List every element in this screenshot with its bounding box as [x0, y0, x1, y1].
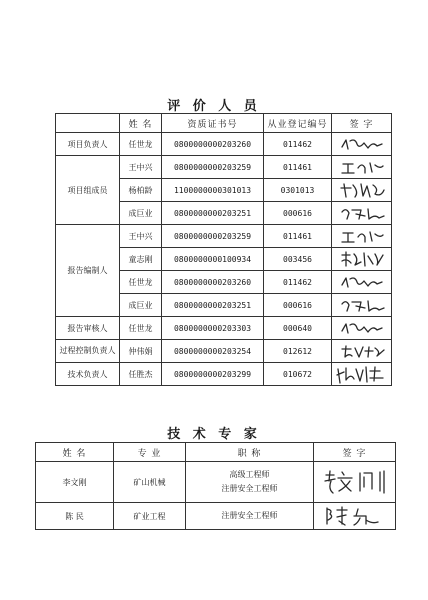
reg-cell: 000616: [264, 202, 332, 225]
signature-cell: [332, 133, 392, 156]
expert-name-cell: 陈 民: [36, 503, 114, 530]
table-row: [56, 317, 392, 340]
signature-cell: [332, 202, 392, 225]
signature-image: [337, 319, 387, 337]
expert-title-line: 高级工程师: [229, 470, 270, 479]
reg-cell: 012612: [264, 340, 332, 363]
name-cell: 任世龙: [120, 271, 162, 294]
table-row: [36, 462, 396, 503]
header-field: 专 业: [114, 443, 186, 462]
signature-image: [337, 180, 387, 200]
name-cell: 王中兴: [120, 156, 162, 179]
signature-cell: [332, 340, 392, 363]
header-role: [56, 114, 120, 133]
header-sign: 签 字: [332, 114, 392, 133]
reg-cell: 0301013: [264, 179, 332, 202]
expert-name-cell: 李文刚: [36, 462, 114, 503]
cert-cell: 0800000000203259: [162, 156, 264, 179]
name-cell: 成巨业: [120, 294, 162, 317]
evaluators-table: [55, 113, 392, 386]
evaluators-title: 评 价 人 员: [167, 99, 261, 114]
signature-image: [337, 296, 387, 314]
table-row: [56, 340, 392, 363]
cert-cell: 0800000000100934: [162, 248, 264, 271]
name-cell: 任世龙: [120, 133, 162, 156]
cert-cell: 0800000000203303: [162, 317, 264, 340]
cert-cell: 0800000000203299: [162, 363, 264, 386]
expert-field-cell: 矿业工程: [114, 503, 186, 530]
header-sign: 签 字: [314, 443, 396, 462]
table-row: [56, 156, 392, 179]
role-cell: 报告编制人: [56, 225, 120, 317]
cert-cell: 0800000000203254: [162, 340, 264, 363]
reg-cell: 000640: [264, 317, 332, 340]
cert-cell: 0800000000203251: [162, 202, 264, 225]
role-cell: 项目负责人: [56, 133, 120, 156]
role-cell: 项目组成员: [56, 156, 120, 225]
reg-cell: 010672: [264, 363, 332, 386]
signature-image: [337, 227, 387, 245]
signature-image: [337, 158, 387, 176]
reg-cell: 011461: [264, 156, 332, 179]
table-row: [56, 225, 392, 248]
signature-cell: [332, 294, 392, 317]
expert-title-line: 注册安全工程师: [221, 511, 278, 520]
signature-cell: [314, 503, 396, 530]
cert-cell: 1100000000301013: [162, 179, 264, 202]
header-name: 姓 名: [36, 443, 114, 462]
role-cell: 技术负责人: [56, 363, 120, 386]
expert-field-cell: 矿山机械: [114, 462, 186, 503]
name-cell: 任胜杰: [120, 363, 162, 386]
cert-cell: 0800000000203251: [162, 294, 264, 317]
reg-cell: 011461: [264, 225, 332, 248]
header-cert: 资质证书号: [162, 114, 264, 133]
signature-cell: [332, 179, 392, 202]
name-cell: 童志刚: [120, 248, 162, 271]
experts-title: 技 术 专 家: [167, 427, 261, 442]
reg-cell: 003456: [264, 248, 332, 271]
signature-image: [337, 249, 387, 269]
signature-image: [320, 467, 390, 497]
signature-image: [337, 204, 387, 222]
role-cell: 报告审核人: [56, 317, 120, 340]
experts-table: [35, 442, 396, 530]
name-cell: 王中兴: [120, 225, 162, 248]
signature-image: [337, 273, 387, 291]
header-title: 职 称: [186, 443, 314, 462]
reg-cell: 011462: [264, 271, 332, 294]
table-row: [36, 503, 396, 530]
table-header-row: [36, 443, 396, 462]
header-reg: 从业登记编号: [264, 114, 332, 133]
signature-cell: [332, 317, 392, 340]
signature-image: [337, 135, 387, 153]
table-header-row: [56, 114, 392, 133]
name-cell: 杨柏龄: [120, 179, 162, 202]
signature-cell: [332, 225, 392, 248]
name-cell: 仲伟娟: [120, 340, 162, 363]
name-cell: 任世龙: [120, 317, 162, 340]
cert-cell: 0800000000203259: [162, 225, 264, 248]
signature-cell: [332, 363, 392, 386]
reg-cell: 000616: [264, 294, 332, 317]
table-row: [56, 363, 392, 386]
table-row: [56, 133, 392, 156]
signature-cell: [314, 462, 396, 503]
header-name: 姓 名: [120, 114, 162, 133]
signature-cell: [332, 248, 392, 271]
expert-title-line: 注册安全工程师: [221, 484, 278, 493]
expert-title-cell: [186, 462, 314, 503]
signature-cell: [332, 271, 392, 294]
signature-image: [334, 363, 390, 385]
cert-cell: 0800000000203260: [162, 133, 264, 156]
name-cell: 成巨业: [120, 202, 162, 225]
role-cell: 过程控制负责人: [56, 340, 120, 363]
reg-cell: 011462: [264, 133, 332, 156]
signature-cell: [332, 156, 392, 179]
signature-image: [337, 342, 387, 360]
cert-cell: 0800000000203260: [162, 271, 264, 294]
expert-title-cell: [186, 503, 314, 530]
signature-image: [322, 504, 388, 528]
